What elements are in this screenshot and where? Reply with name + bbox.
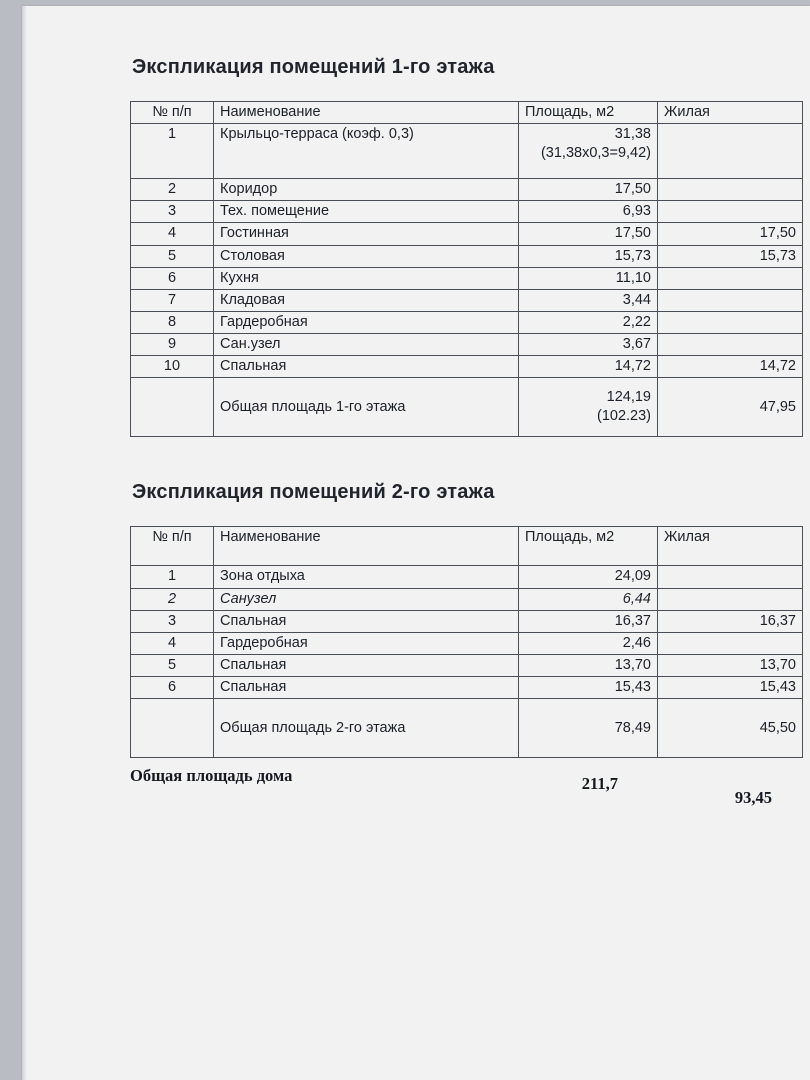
header-living: Жилая [658, 527, 803, 566]
cell-living: 15,73 [658, 245, 803, 267]
table-header-row [131, 102, 803, 124]
table-row [131, 334, 803, 356]
grand-total-area: 211,7 [581, 774, 618, 794]
cell-num [131, 699, 214, 758]
header-num: № п/п [131, 102, 214, 124]
cell-living: 14,72 [658, 356, 803, 378]
table-row [131, 632, 803, 654]
cell-area: 6,93 [519, 201, 658, 223]
table-row [131, 610, 803, 632]
cell-living: 15,43 [658, 677, 803, 699]
cell-living: 13,70 [658, 654, 803, 676]
cell-area: 13,70 [519, 654, 658, 676]
cell-area: 14,72 [519, 356, 658, 378]
cell-area: 17,50 [519, 223, 658, 245]
cell-name: Крыльцо-терраса (коэф. 0,3) [214, 124, 519, 179]
cell-living [658, 124, 803, 179]
grand-total-label: Общая площадь дома [130, 766, 293, 786]
table-row [131, 356, 803, 378]
cell-num: 4 [131, 632, 214, 654]
summary-area-note: (102.23) [596, 408, 651, 425]
header-area: Площадь, м2 [519, 527, 658, 566]
cell-living [658, 588, 803, 610]
cell-area: 15,43 [519, 677, 658, 699]
floor2-summary-row [131, 699, 803, 758]
cell-living [658, 289, 803, 311]
floor1-summary-row [131, 378, 803, 437]
cell-name: Тех. помещение [214, 201, 519, 223]
table-row [131, 201, 803, 223]
table-row [131, 223, 803, 245]
cell-name: Гардеробная [214, 311, 519, 333]
cell-name: Общая площадь 1-го этажа [214, 378, 519, 437]
header-living: Жилая [658, 102, 803, 124]
floor2-table [130, 526, 803, 758]
cell-name: Спальная [214, 610, 519, 632]
header-area: Площадь, м2 [519, 102, 658, 124]
floor1-table [130, 101, 803, 437]
cell-num [131, 378, 214, 437]
header-num: № п/п [131, 527, 214, 566]
cell-area: 24,09 [519, 566, 658, 588]
cell-num: 9 [131, 334, 214, 356]
cell-living [658, 632, 803, 654]
table-row [131, 124, 803, 179]
cell-num: 1 [131, 566, 214, 588]
cell-area: 78,49 [519, 699, 658, 758]
cell-area: 6,44 [519, 588, 658, 610]
cell-living: 16,37 [658, 610, 803, 632]
cell-name: Столовая [214, 245, 519, 267]
cell-area: 15,73 [519, 245, 658, 267]
table-row [131, 245, 803, 267]
cell-num: 10 [131, 356, 214, 378]
cell-name: Гардеробная [214, 632, 519, 654]
floor2-table-head [131, 527, 803, 566]
cell-num: 6 [131, 677, 214, 699]
table-row [131, 566, 803, 588]
cell-num: 2 [131, 179, 214, 201]
cell-num: 4 [131, 223, 214, 245]
table-row [131, 289, 803, 311]
header-name: Наименование [214, 527, 519, 566]
cell-living [658, 201, 803, 223]
cell-name: Кладовая [214, 289, 519, 311]
cell-living [658, 179, 803, 201]
cell-area [519, 124, 658, 179]
cell-num: 3 [131, 201, 214, 223]
cell-num: 3 [131, 610, 214, 632]
cell-area: 2,46 [519, 632, 658, 654]
cell-area [519, 378, 658, 437]
table-row [131, 588, 803, 610]
table-row [131, 311, 803, 333]
cell-living: 47,95 [658, 378, 803, 437]
cell-living [658, 334, 803, 356]
document-page [22, 6, 810, 1080]
cell-name: Общая площадь 2-го этажа [214, 699, 519, 758]
document-content [130, 56, 796, 808]
cell-num: 6 [131, 267, 214, 289]
cell-area-note: (31,38х0,3=9,42) [540, 145, 651, 162]
table-row [131, 267, 803, 289]
cell-name: Санузел [214, 588, 519, 610]
cell-area: 2,22 [519, 311, 658, 333]
table-row [131, 654, 803, 676]
grand-total-living: 93,45 [734, 788, 772, 808]
cell-num: 2 [131, 588, 214, 610]
table-row [131, 179, 803, 201]
floor1-table-body [131, 124, 803, 437]
cell-living: 17,50 [658, 223, 803, 245]
cell-name: Зона отдыха [214, 566, 519, 588]
cell-living [658, 267, 803, 289]
cell-area-value: 31,38 [614, 126, 651, 143]
cell-name: Гостинная [214, 223, 519, 245]
floor2-table-body [131, 566, 803, 758]
cell-name: Кухня [214, 267, 519, 289]
cell-living [658, 566, 803, 588]
table-row [131, 677, 803, 699]
floor1-title: Экспликация помещений 1-го этажа [132, 56, 495, 78]
table-header-row [131, 527, 803, 566]
cell-living: 45,50 [658, 699, 803, 758]
cell-num: 7 [131, 289, 214, 311]
cell-num: 8 [131, 311, 214, 333]
header-name: Наименование [214, 102, 519, 124]
cell-name: Спальная [214, 677, 519, 699]
cell-name: Коридор [214, 179, 519, 201]
summary-area-value: 124,19 [606, 389, 651, 406]
floor1-table-head [131, 102, 803, 124]
cell-num: 5 [131, 245, 214, 267]
cell-num: 5 [131, 654, 214, 676]
cell-living [658, 311, 803, 333]
cell-area: 16,37 [519, 610, 658, 632]
cell-name: Спальная [214, 356, 519, 378]
grand-total [130, 766, 790, 808]
section-gap [130, 437, 790, 481]
cell-area: 3,44 [519, 289, 658, 311]
cell-name: Сан.узел [214, 334, 519, 356]
cell-area: 11,10 [519, 267, 658, 289]
cell-area: 3,67 [519, 334, 658, 356]
floor2-title: Экспликация помещений 2-го этажа [132, 481, 495, 504]
cell-num: 1 [131, 124, 214, 179]
cell-area: 17,50 [519, 179, 658, 201]
cell-name: Спальная [214, 654, 519, 676]
